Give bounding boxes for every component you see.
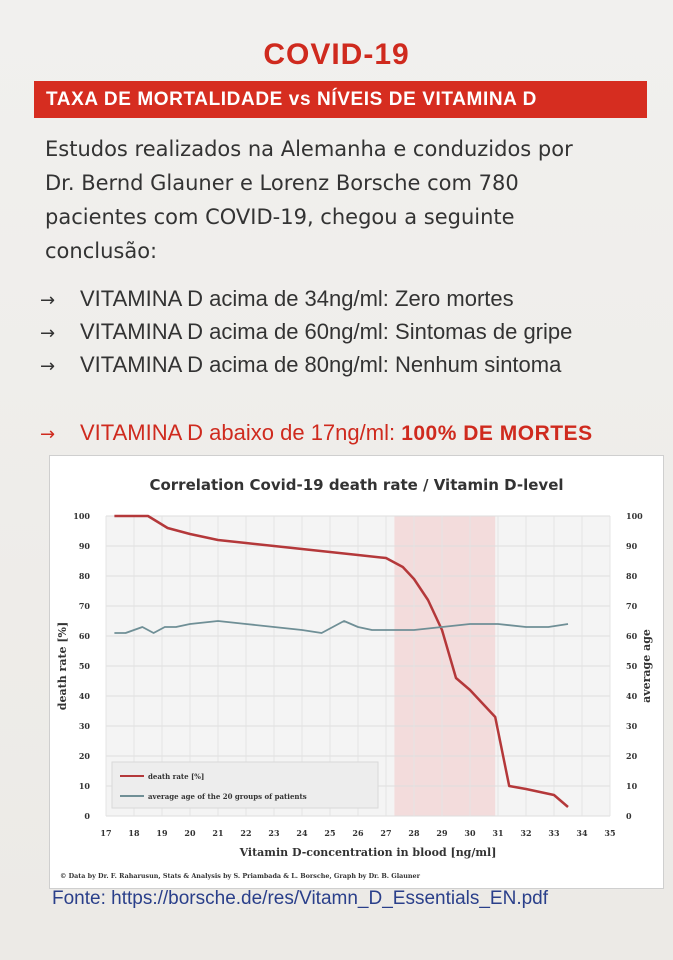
y2-tick-label: 40 (626, 691, 638, 701)
y2-tick-label: 0 (626, 811, 632, 821)
y2-axis-label: average age (640, 629, 653, 703)
x-tick-label: 31 (492, 828, 504, 838)
intro-line: conclusão: (45, 239, 158, 263)
y2-tick-label: 20 (626, 751, 638, 761)
x-tick-label: 34 (576, 828, 588, 838)
x-tick-label: 18 (128, 828, 140, 838)
y-tick-label: 100 (73, 511, 90, 521)
y2-tick-label: 80 (626, 571, 638, 581)
arrow-right-icon: → (40, 424, 56, 445)
x-tick-label: 25 (324, 828, 336, 838)
y-tick-label: 10 (78, 781, 90, 791)
legend-label: average age of the 20 groups of patients (148, 792, 307, 801)
y2-tick-label: 50 (626, 661, 638, 671)
intro-line: Estudos realizados na Alemanha e conduzidos por (45, 137, 573, 161)
highlight-text: VITAMINA D abaixo de 17ng/ml: (80, 420, 402, 445)
y2-tick-label: 70 (626, 601, 638, 611)
legend-label: death rate [%] (148, 772, 205, 781)
list-item-text: VITAMINA D acima de 60ng/ml: Sintomas de gripe (80, 319, 573, 344)
source-link[interactable]: Fonte: https://borsche.de/res/Vitamn_D_Essentials_EN.pdf (52, 888, 549, 909)
intro-line: Dr. Bernd Glauner e Lorenz Borsche com 780 (45, 171, 519, 195)
conclusion-list (40, 282, 660, 381)
y2-tick-label: 60 (626, 631, 638, 641)
x-tick-label: 26 (352, 828, 364, 838)
y-tick-label: 0 (84, 811, 90, 821)
x-tick-label: 32 (520, 828, 532, 838)
x-tick-label: 22 (240, 828, 252, 838)
y-axis-label: death rate [%] (56, 621, 69, 711)
y-tick-label: 90 (78, 541, 90, 551)
x-tick-label: 35 (604, 828, 616, 838)
x-tick-label: 20 (184, 828, 196, 838)
arrow-right-icon: → (40, 356, 56, 377)
list-item-text: VITAMINA D acima de 80ng/ml: Nenhum sintoma (80, 352, 562, 377)
highlight-item (40, 416, 593, 451)
chart-svg (50, 456, 663, 888)
page-title: COVID-19 (263, 38, 410, 71)
y-tick-label: 50 (78, 661, 90, 671)
title-banner: TAXA DE MORTALIDADE vs NÍVEIS DE VITAMINA D (34, 81, 647, 118)
arrow-right-icon: → (40, 290, 56, 311)
list-item (40, 348, 660, 381)
x-tick-label: 24 (296, 828, 308, 838)
x-tick-label: 28 (408, 828, 420, 838)
list-item-text: VITAMINA D acima de 34ng/ml: Zero mortes (80, 286, 514, 311)
x-axis-label: Vitamin D-concentration in blood [ng/ml] (239, 846, 497, 859)
x-tick-label: 27 (380, 828, 392, 838)
intro-paragraph (45, 132, 655, 268)
x-tick-label: 21 (212, 828, 224, 838)
y-tick-label: 60 (78, 631, 90, 641)
y-tick-label: 40 (78, 691, 90, 701)
x-tick-label: 30 (464, 828, 476, 838)
chart-title: Correlation Covid-19 death rate / Vitamin D-level (149, 476, 564, 494)
y-tick-label: 20 (78, 751, 90, 761)
y2-tick-label: 90 (626, 541, 638, 551)
highlight-strong: 100% DE MORTES (401, 422, 593, 445)
arrow-right-icon: → (40, 323, 56, 344)
legend-box (112, 762, 378, 808)
chart-container (49, 455, 664, 889)
y-tick-label: 80 (78, 571, 90, 581)
y-tick-label: 70 (78, 601, 90, 611)
chart-footnote: © Data by Dr. F. Raharusun, Stats & Analysis by S. Priambada & L. Borsche, Graph by Dr. B. Glauner (60, 872, 420, 880)
x-tick-label: 19 (156, 828, 168, 838)
intro-line: pacientes com COVID-19, chegou a seguinte (45, 205, 515, 229)
list-item (40, 315, 660, 348)
x-tick-label: 33 (548, 828, 560, 838)
y2-tick-label: 30 (626, 721, 638, 731)
x-tick-label: 23 (268, 828, 280, 838)
list-item (40, 282, 660, 315)
y2-tick-label: 10 (626, 781, 638, 791)
y-tick-label: 30 (78, 721, 90, 731)
x-tick-label: 29 (436, 828, 448, 838)
y2-tick-label: 100 (626, 511, 643, 521)
x-tick-label: 17 (100, 828, 112, 838)
